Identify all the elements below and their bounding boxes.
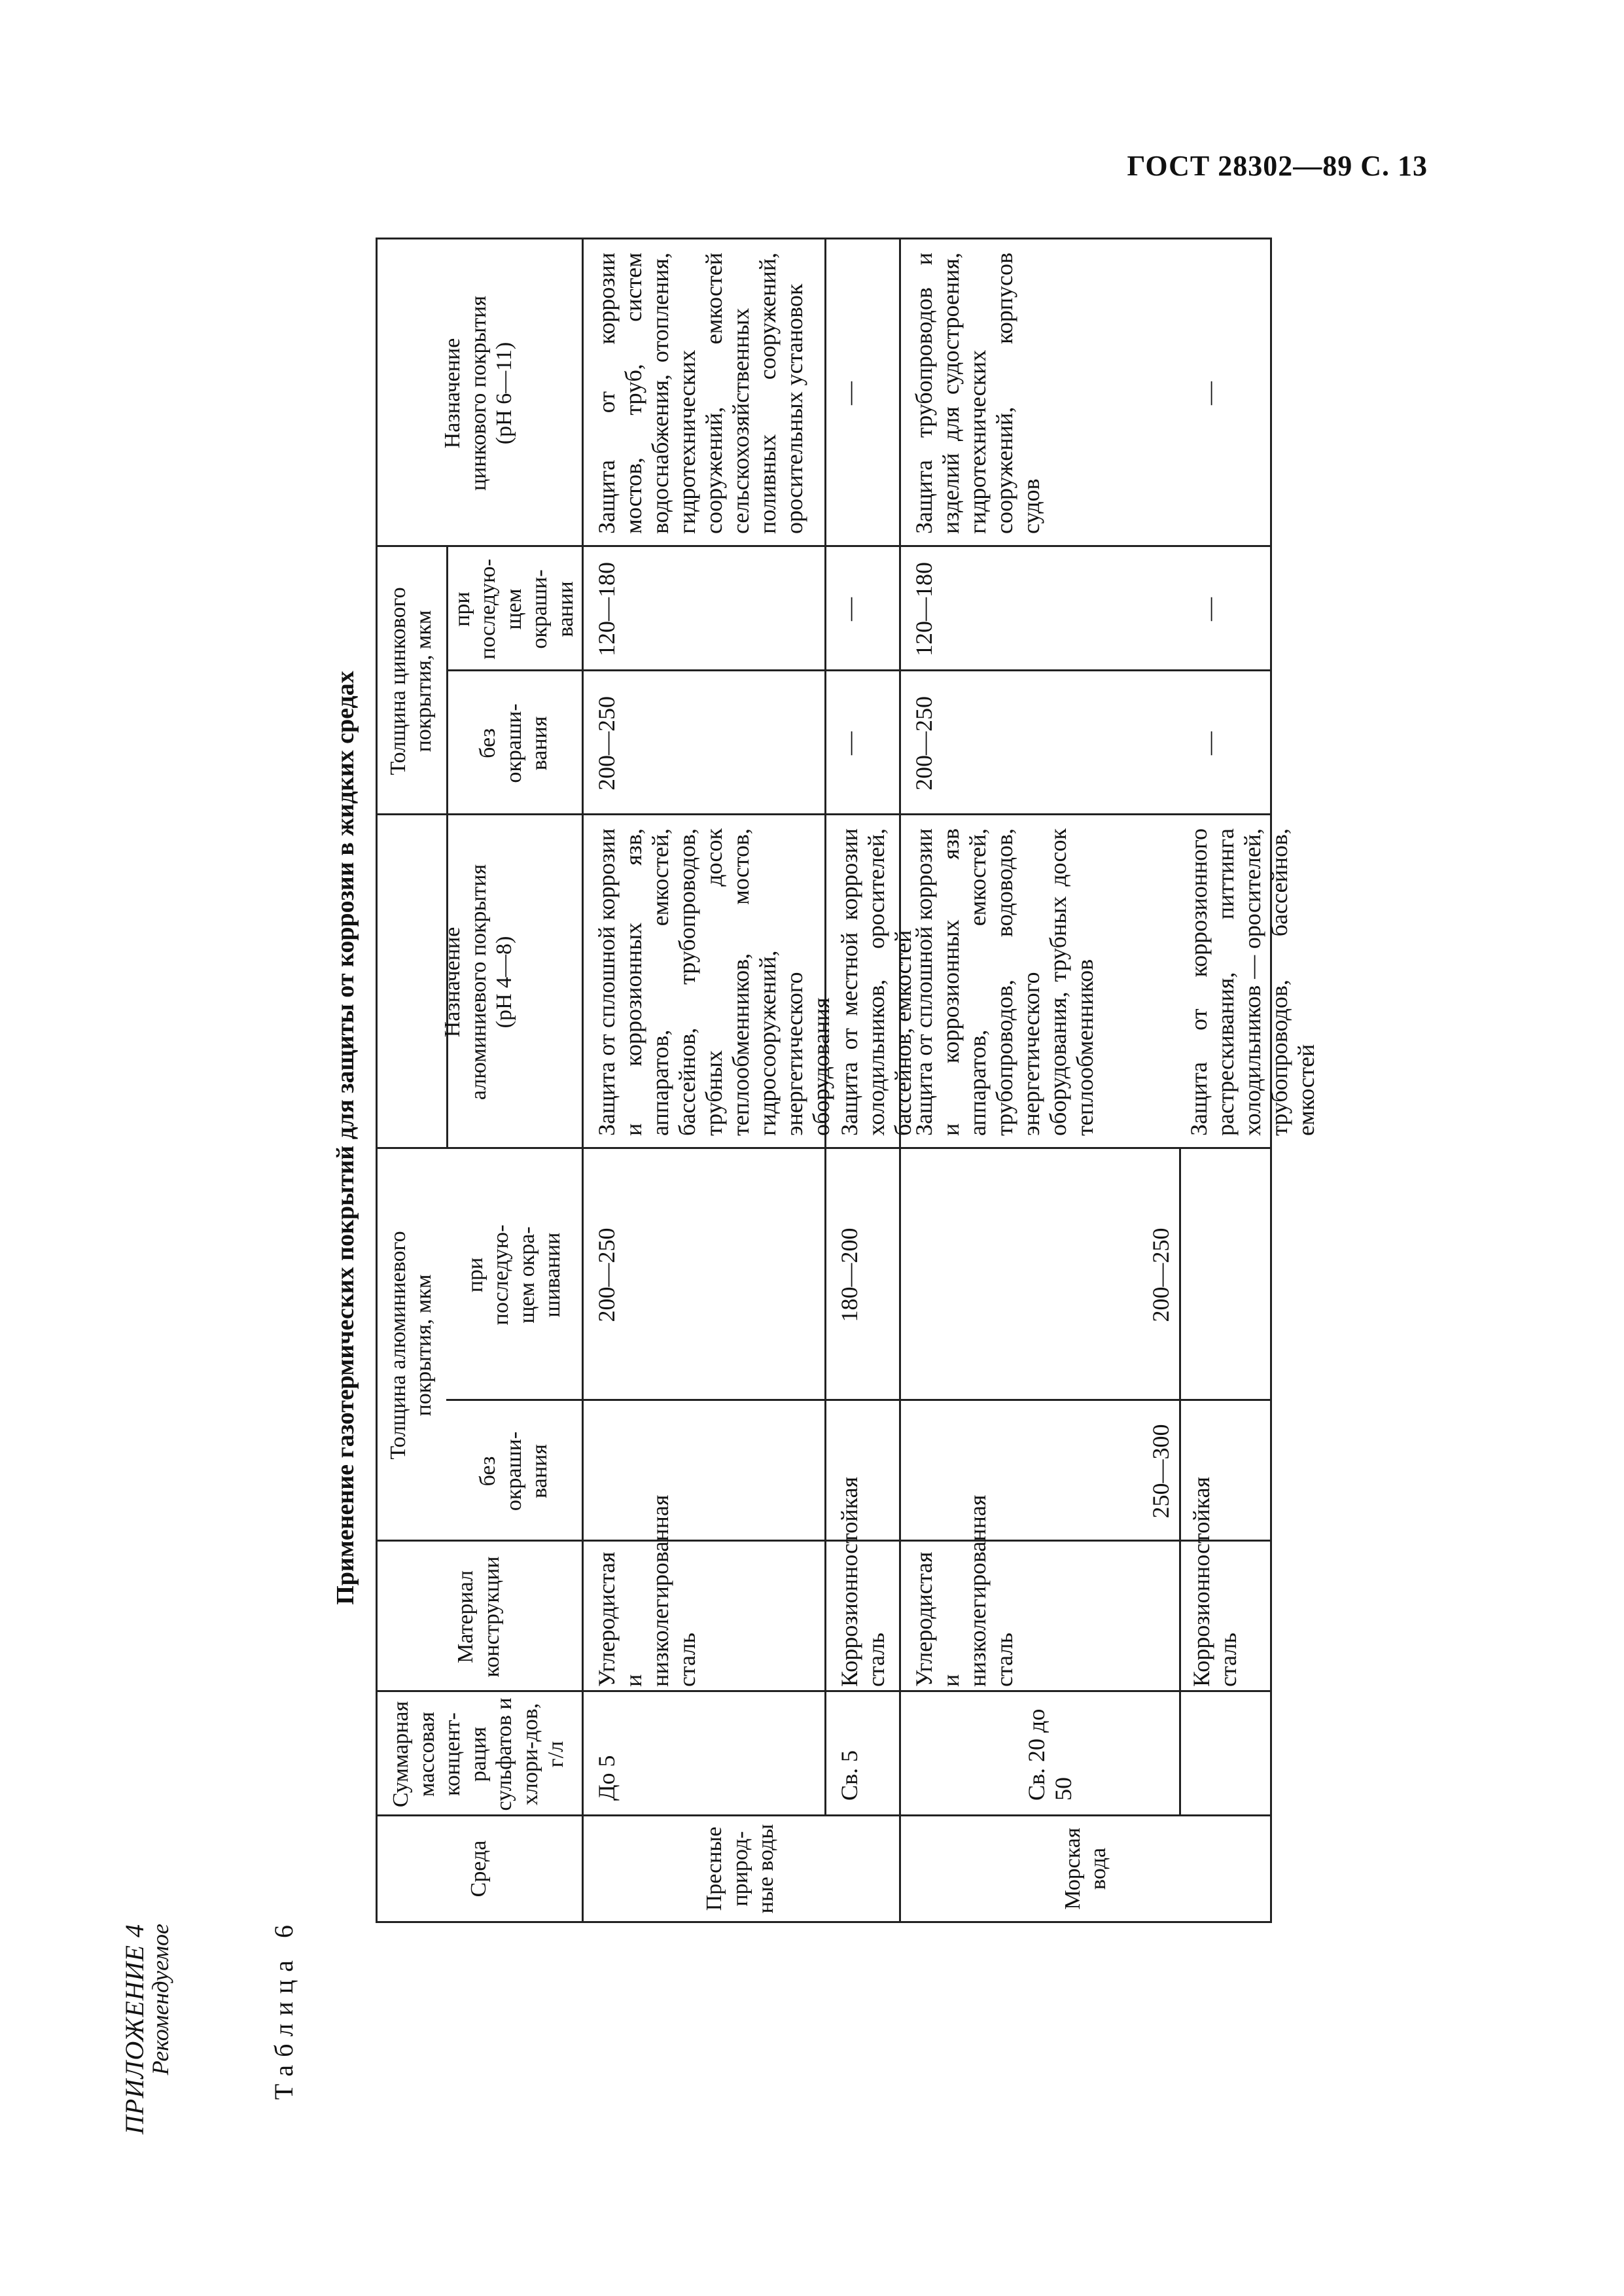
data-table xyxy=(376,238,1320,1923)
row3-zn-purpose: Защита трубопроводов и изделий для судостроения, гидротехнических сооружений, корпусов судов xyxy=(911,253,1045,534)
row2-concentration: Св. 5 xyxy=(836,1750,862,1801)
page-header: ГОСТ 28302—89 С. 13 xyxy=(1127,150,1428,182)
medium-fresh-water: Пресные природ-ные воды xyxy=(702,1824,779,1914)
header-zn-purpose: Назначение цинкового покрытия (рН 6—11) xyxy=(440,295,517,491)
row4-material: Коррозионностойкая сталь xyxy=(1188,1476,1242,1687)
row3-material: Углеродистая и низколегированная сталь xyxy=(911,1494,1018,1687)
header-al-with-paint: при последую-щем окра-шивании xyxy=(463,1224,565,1326)
row1-al-purpose: Защита от сплошной коррозии и коррозионных язв, аппаратов, емкостей, бассейнов, трубопроводов, трубных досок теплообменников, мостов, гидросооружений, энергетического оборудования xyxy=(593,828,835,1136)
appendix-subtitle: Рекомендуемое xyxy=(147,1924,173,2075)
header-zn-thickness: Толщина цинкового покрытия, мкм xyxy=(385,587,436,775)
row4-al-purpose: Защита от коррозионного растрескивания, питтинга холодильников — оросителей, трубопроводов, бассейнов, емкостей xyxy=(1186,828,1320,1136)
row1-al-with-paint: 200—250 xyxy=(593,1227,620,1322)
row1-concentration: До 5 xyxy=(593,1755,620,1801)
row1-material: Углеродистая и низколегированная сталь xyxy=(593,1494,701,1687)
row3-al-with-paint: 200—250 xyxy=(1148,1227,1174,1322)
row2-zn-no-paint: — xyxy=(836,732,862,755)
rule-row3-bottom xyxy=(1179,1149,1181,1816)
row3-zn-no-paint: 200—250 xyxy=(911,696,937,790)
row4-zn-purpose: — xyxy=(1196,381,1222,405)
row4-zn-no-paint: — xyxy=(1196,732,1222,755)
header-medium: Среда xyxy=(466,1840,491,1898)
row2-al-with-paint: 180—200 xyxy=(836,1227,862,1322)
header-zn-with-paint: при последую-щем окраши-вании xyxy=(450,559,578,660)
table-title: Применение газотермических покрытий для защиты от коррозии в жидких средах xyxy=(332,671,359,1605)
header-al-no-paint: без окраши-вания xyxy=(476,1431,552,1511)
row2-zn-with-paint: — xyxy=(836,597,862,621)
table-label: Таблица 6 xyxy=(269,1917,298,2100)
row3-zn-with-paint: 120—180 xyxy=(911,562,937,656)
row3-al-no-paint: 250—300 xyxy=(1148,1424,1174,1519)
header-al-purpose: Назначение алюминиевого покрытия (рН 4—8) xyxy=(440,864,517,1101)
row4-zn-with-paint: — xyxy=(1196,597,1222,621)
appendix-heading xyxy=(121,1924,173,2134)
row1-zn-with-paint: 120—180 xyxy=(593,562,620,656)
row3-al-purpose: Защита от сплошной коррозии и коррозионных язв аппаратов, емкостей, трубопроводов, водоводов, энергетического оборудования, трубных досок теплообменников xyxy=(911,828,1099,1136)
row1-zn-purpose: Защита от коррозии мостов, труб, систем водоснабжения, отопления, гидротехнических сооружений, емкостей сельскохозяйственных поливных сооружений, оросительных установок xyxy=(593,253,808,534)
header-concentration: Суммарная массовая концент-рация сульфатов и хлори-дов, г/л xyxy=(389,1697,569,1811)
row3-concentration: Св. 20 до 50 xyxy=(1023,1708,1077,1801)
row2-zn-purpose: — xyxy=(836,381,862,405)
header-material: Материал конструкции xyxy=(453,1556,504,1678)
row2-material: Коррозионностойкая сталь xyxy=(836,1476,890,1687)
header-zn-no-paint: без окраши-вания xyxy=(476,703,552,783)
row1-zn-no-paint: 200—250 xyxy=(593,696,620,790)
appendix-title: ПРИЛОЖЕНИЕ 4 xyxy=(120,1924,149,2134)
row2-al-purpose: Защита от местной коррозии холодильников, оросителей, бассейнов, емкостей xyxy=(836,828,917,1136)
header-al-thickness: Толщина алюминиевого покрытия, мкм xyxy=(385,1231,436,1460)
medium-sea-water: Морская вода xyxy=(1060,1828,1110,1910)
